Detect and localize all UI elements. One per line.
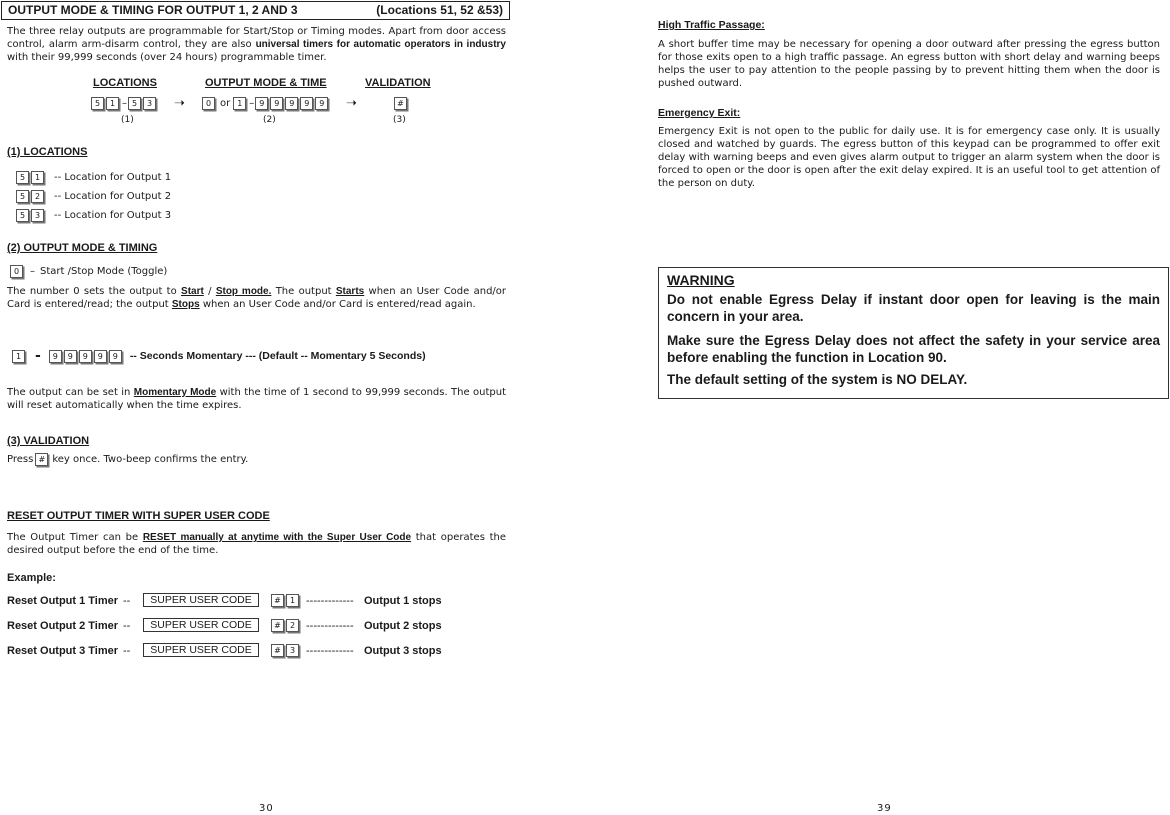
key: #: [394, 97, 407, 110]
reset-keys: [271, 594, 301, 607]
traffic-heading: High Traffic Passage:: [658, 19, 765, 31]
warning-line-1: Do not enable Egress Delay if instant door open for leaving is the main concern in your area.: [667, 292, 1160, 324]
emergency-paragraph: Emergency Exit is not open to the public for daily use. It is for emergency case only. It is usually closed and watched by guards. The egress button of this keypad can be programmed to offer exit delay with warning beeps and even gives alarm output to trigger an alarm system when the door is forced to open or the door is open after the exit delay expired. It is an useful tool to get attention of the person on duty.: [658, 126, 1160, 189]
location-text: -- Location for Output 1: [54, 172, 172, 183]
validation-heading: (3) VALIDATION: [7, 435, 90, 447]
reset-result: Output 2 stops: [364, 620, 442, 632]
key: 0: [202, 97, 215, 110]
reset-keys: [271, 619, 301, 632]
key: 9: [285, 97, 298, 110]
reset-keys: [271, 644, 301, 657]
reset-result: Output 3 stops: [364, 645, 442, 657]
key: 9: [109, 350, 122, 363]
super-user-code-box: SUPER USER CODE: [143, 593, 259, 607]
flow-dash: –: [249, 98, 255, 109]
flow-step-2: (2): [263, 115, 276, 125]
flow-dash: –: [122, 98, 127, 109]
traffic-paragraph: A short buffer time may be necessary for opening a door outward after pressing the egress button for those exits open to a high traffic passage. An egress button with short delay and warning beeps helps the user to pay attention to the people passing by to prevent hitting them when the door is pushed outward.: [658, 39, 1160, 89]
key: 2: [286, 619, 299, 632]
warning-box: [658, 267, 1169, 399]
list-item: [16, 187, 171, 206]
emergency-heading: Emergency Exit:: [658, 107, 741, 119]
flow-mode-keys: [202, 97, 330, 110]
toggle-text: Start /Stop Mode (Toggle): [40, 266, 168, 277]
reset-dashes: -------------: [306, 620, 354, 632]
reset-heading: RESET OUTPUT TIMER WITH SUPER USER CODE: [7, 510, 270, 522]
flow-arrow-icon: ➝: [346, 96, 357, 111]
locations-list: [16, 168, 171, 225]
momentary-text: -- Seconds Momentary --- (Default -- Momentary 5 Seconds): [129, 350, 426, 362]
title-box: [1, 1, 510, 20]
intro-paragraph: The three relay outputs are programmable for Start/Stop or Timing modes. Apart from door access control, alarm arm-disarm control, they are also universal timers for automatic operators in industry with their 99,999 seconds (over 24 hours) programmable timer.: [7, 26, 506, 63]
validation-text: key once. Two-beep confirms the entry.: [52, 454, 249, 465]
reset-sep: --: [123, 620, 131, 632]
table-row: [7, 618, 507, 643]
title-locations: (Locations 51, 52 &53): [376, 3, 503, 17]
page-title: OUTPUT MODE & TIMING FOR OUTPUT 1, 2 AND 3: [8, 3, 298, 17]
key: 3: [286, 644, 299, 657]
super-user-code-box: SUPER USER CODE: [143, 643, 259, 657]
flow-col-validation: VALIDATION: [365, 77, 431, 89]
key: 9: [79, 350, 92, 363]
start-stop-paragraph: The number 0 sets the output to Start / Stop mode. The output Starts when an User Code and/or Card is entered/read; the output Stops when an User Code and/or Card is entered/read again.: [7, 286, 507, 310]
key: #: [271, 644, 284, 657]
reset-sep: --: [123, 595, 131, 607]
key: #: [271, 594, 284, 607]
key: 9: [49, 350, 62, 363]
key: 9: [270, 97, 283, 110]
flow-col-locations: LOCATIONS: [93, 77, 157, 89]
key: 3: [31, 209, 44, 222]
flow-step-3: (3): [393, 115, 406, 125]
key: 9: [255, 97, 268, 110]
key: 3: [143, 97, 156, 110]
location-text: -- Location for Output 3: [54, 210, 172, 221]
key: 2: [31, 190, 44, 203]
reset-dashes: -------------: [306, 645, 354, 657]
table-row: [7, 643, 507, 668]
key: #: [271, 619, 284, 632]
key: 1: [12, 350, 25, 363]
warning-line-3: The default setting of the system is NO DELAY.: [667, 372, 968, 387]
key: 5: [16, 190, 29, 203]
page-number-left: 30: [259, 803, 274, 814]
flow-location-keys: [91, 97, 158, 110]
reset-label: Reset Output 1 Timer: [7, 595, 119, 607]
location-text: -- Location for Output 2: [54, 191, 172, 202]
toggle-dash: –: [30, 266, 35, 277]
flow-arrow-icon: ➝: [174, 96, 185, 111]
flow-validation-key: [394, 97, 409, 110]
flow-col-mode: OUTPUT MODE & TIME: [205, 77, 327, 89]
reset-examples: [7, 593, 507, 668]
key: 9: [64, 350, 77, 363]
reset-label: Reset Output 2 Timer: [7, 620, 119, 632]
key: 1: [31, 171, 44, 184]
key: 0: [10, 265, 23, 278]
flow-or: or: [220, 98, 231, 109]
key: 9: [315, 97, 328, 110]
toggle-row: [10, 265, 167, 278]
reset-dashes: -------------: [306, 595, 354, 607]
page-number-right: 39: [877, 803, 892, 814]
key: 1: [286, 594, 299, 607]
table-row: [7, 593, 507, 618]
warning-title: WARNING: [667, 272, 735, 288]
validation-press: Press: [7, 454, 34, 465]
locations-heading: (1) LOCATIONS: [7, 146, 88, 158]
warning-line-2: Make sure the Egress Delay does not affect the safety in your service area before enabling the function in Location 90.: [667, 333, 1160, 365]
reset-result: Output 1 stops: [364, 595, 442, 607]
key: 5: [16, 171, 29, 184]
example-label: Example:: [7, 572, 56, 584]
mode-heading: (2) OUTPUT MODE & TIMING: [7, 242, 158, 254]
key: 5: [91, 97, 104, 110]
momentary-paragraph: The output can be set in Momentary Mode with the time of 1 second to 99,999 seconds. The output will reset automatically when the time expires.: [7, 387, 507, 411]
key: 1: [233, 97, 246, 110]
key: 1: [106, 97, 119, 110]
key: 9: [94, 350, 107, 363]
key: 5: [128, 97, 141, 110]
list-item: [16, 168, 171, 187]
reset-paragraph: The Output Timer can be RESET manually at anytime with the Super User Code that operates the desired output before the end of the time.: [7, 532, 506, 556]
flow-step-1: (1): [121, 115, 134, 125]
key: 9: [300, 97, 313, 110]
reset-label: Reset Output 3 Timer: [7, 645, 119, 657]
momentary-row: [12, 348, 426, 364]
reset-sep: --: [123, 645, 131, 657]
key: 5: [16, 209, 29, 222]
key: #: [35, 453, 48, 466]
momentary-dash: -: [35, 348, 41, 364]
list-item: [16, 206, 171, 225]
super-user-code-box: SUPER USER CODE: [143, 618, 259, 632]
validation-row: [7, 453, 248, 466]
